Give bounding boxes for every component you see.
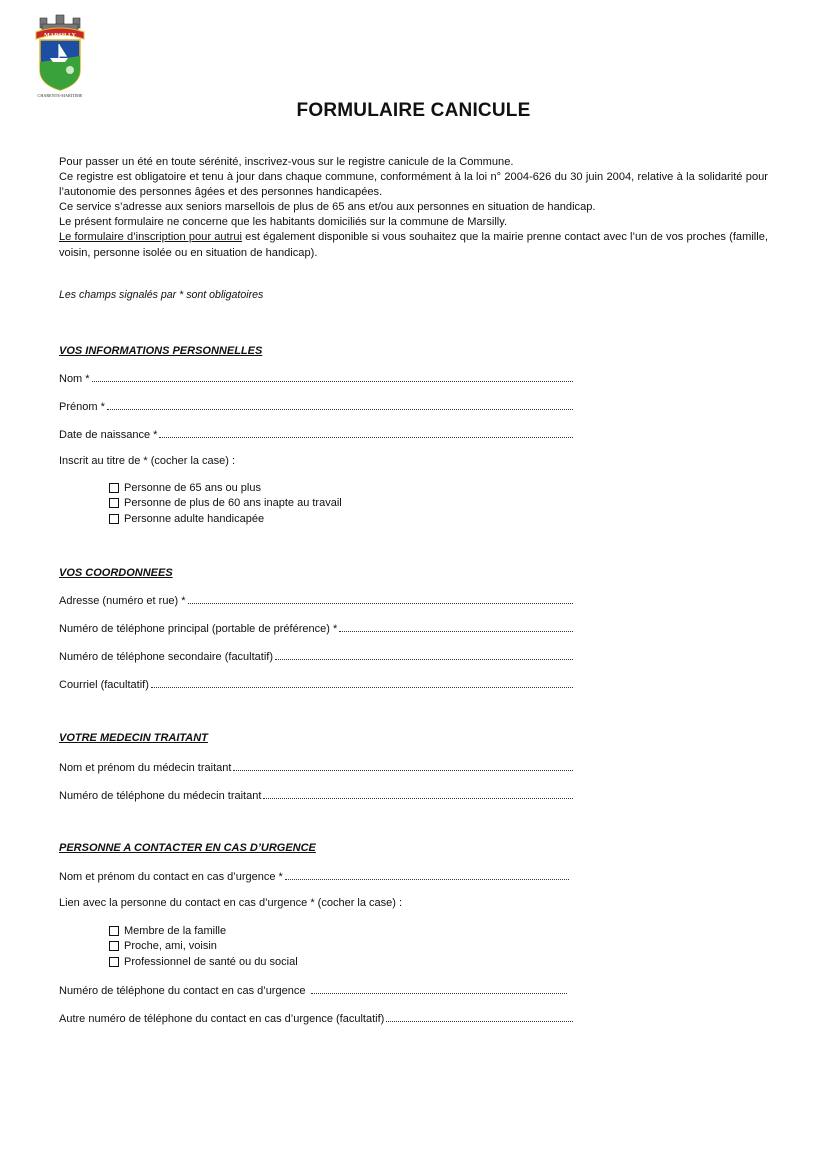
checkbox-label: Professionnel de santé ou du social [124, 956, 298, 968]
section-heading-personal: VOS INFORMATIONS PERSONNELLES [59, 345, 263, 357]
field-label: Date de naissance * [59, 429, 158, 441]
checkbox-option[interactable] [109, 513, 264, 525]
intro-text [59, 155, 768, 261]
fill-line[interactable] [386, 1012, 573, 1022]
tel-principal-field[interactable] [59, 622, 573, 635]
fill-line[interactable] [92, 372, 573, 382]
section-heading-medecin: VOTRE MEDECIN TRAITANT [59, 732, 208, 744]
checkbox-option[interactable] [109, 956, 298, 968]
fill-line[interactable] [159, 428, 573, 438]
fill-line[interactable] [233, 761, 573, 771]
fill-line[interactable] [151, 678, 573, 688]
checkbox-icon[interactable] [109, 483, 119, 493]
checkbox-option[interactable] [109, 940, 217, 952]
proxy-form-link[interactable]: Le formulaire d’inscription pour autrui [59, 231, 242, 244]
nom-field[interactable] [59, 372, 573, 385]
checkbox-icon[interactable] [109, 514, 119, 524]
logo-subtitle: CHARENTE-MARITIME [37, 93, 83, 98]
fill-line[interactable] [339, 622, 573, 632]
medecin-nom-field[interactable] [59, 761, 573, 774]
field-label: Adresse (numéro et rue) * [59, 595, 186, 607]
fill-line[interactable] [188, 594, 573, 604]
field-label: Nom et prénom du médecin traitant [59, 762, 232, 774]
intro-line: Le présent formulaire ne concerne que les habitants domiciliés sur la commune de Marsilly. [59, 216, 508, 229]
urgence-tel-autre-field[interactable] [59, 1012, 573, 1025]
shield-icon [40, 40, 80, 90]
urgence-tel-field[interactable] [59, 984, 567, 997]
urgence-nom-field[interactable] [59, 870, 569, 883]
fill-line[interactable] [107, 400, 573, 410]
field-label: Nom et prénom du contact en cas d’urgence * [59, 871, 283, 883]
medecin-tel-field[interactable] [59, 789, 573, 802]
intro-line [59, 230, 768, 260]
field-label: Numéro de téléphone secondaire (facultatif) [59, 651, 274, 663]
checkbox-icon[interactable] [109, 957, 119, 967]
field-label: Numéro de téléphone du contact en cas d’urgence [59, 985, 306, 997]
checkbox-icon[interactable] [109, 941, 119, 951]
checkbox-option[interactable] [109, 925, 226, 937]
intro-line: Ce service s’adresse aux seniors marsellois de plus de 65 ans et/ou aux personnes en situation de handicap. [59, 201, 596, 214]
checkbox-icon[interactable] [109, 498, 119, 508]
fill-line[interactable] [285, 870, 569, 880]
field-label: Nom * [59, 373, 90, 385]
checkbox-label: Personne adulte handicapée [124, 513, 265, 525]
checkbox-label: Proche, ami, voisin [124, 940, 217, 952]
inscrit-label: Inscrit au titre de * (cocher la case) : [59, 455, 236, 467]
field-label: Courriel (facultatif) [59, 679, 149, 691]
fill-line[interactable] [311, 984, 567, 994]
courriel-field[interactable] [59, 678, 573, 691]
field-label: Numéro de téléphone principal (portable de préférence) * [59, 623, 338, 635]
fill-line[interactable] [263, 789, 573, 799]
page-title: FORMULAIRE CANICULE [296, 100, 531, 121]
checkbox-label: Membre de la famille [124, 925, 227, 937]
intro-line-rest: est également disponible si vous souhaitez que la mairie prenne contact avec l’un de vos proches (famille, voisin, personne isolée ou en situation de handicap). [59, 231, 768, 259]
marsilly-coat-of-arms-logo [30, 12, 90, 98]
field-label: Prénom * [59, 401, 105, 413]
intro-line: Pour passer un été en toute sérénité, inscrivez-vous sur le registre canicule de la Commune. [59, 156, 514, 168]
required-note: Les champs signalés par * sont obligatoires [59, 289, 264, 301]
banner-ribbon [36, 28, 84, 39]
checkbox-label: Personne de plus de 60 ans inapte au travail [124, 497, 342, 509]
fill-line[interactable] [275, 650, 573, 660]
section-heading-urgence: PERSONNE A CONTACTER EN CAS D’URGENCE [59, 842, 316, 854]
prenom-field[interactable] [59, 400, 573, 413]
checkbox-label: Personne de 65 ans ou plus [124, 482, 261, 494]
intro-line: Ce registre est obligatoire et tenu à jour dans chaque commune, conformément à la loi n° 2004-626 du 30 juin 2004, relative à la solidarité pour l’autonomie des personnes âgées et des personnes handicapées. [59, 171, 768, 199]
date-naissance-field[interactable] [59, 428, 573, 441]
field-label: Autre numéro de téléphone du contact en cas d’urgence (facultatif) [59, 1013, 385, 1025]
checkbox-option[interactable] [109, 497, 342, 509]
tel-secondaire-field[interactable] [59, 650, 573, 663]
field-label: Numéro de téléphone du médecin traitant [59, 790, 262, 802]
logo-banner-text: MARSILLY [44, 33, 76, 39]
checkbox-option[interactable] [109, 482, 261, 494]
section-heading-coordonnees: VOS COORDONNEES [59, 567, 173, 579]
lien-label: Lien avec la personne du contact en cas d’urgence * (cocher la case) : [59, 897, 403, 909]
checkbox-icon[interactable] [109, 926, 119, 936]
adresse-field[interactable] [59, 594, 573, 607]
